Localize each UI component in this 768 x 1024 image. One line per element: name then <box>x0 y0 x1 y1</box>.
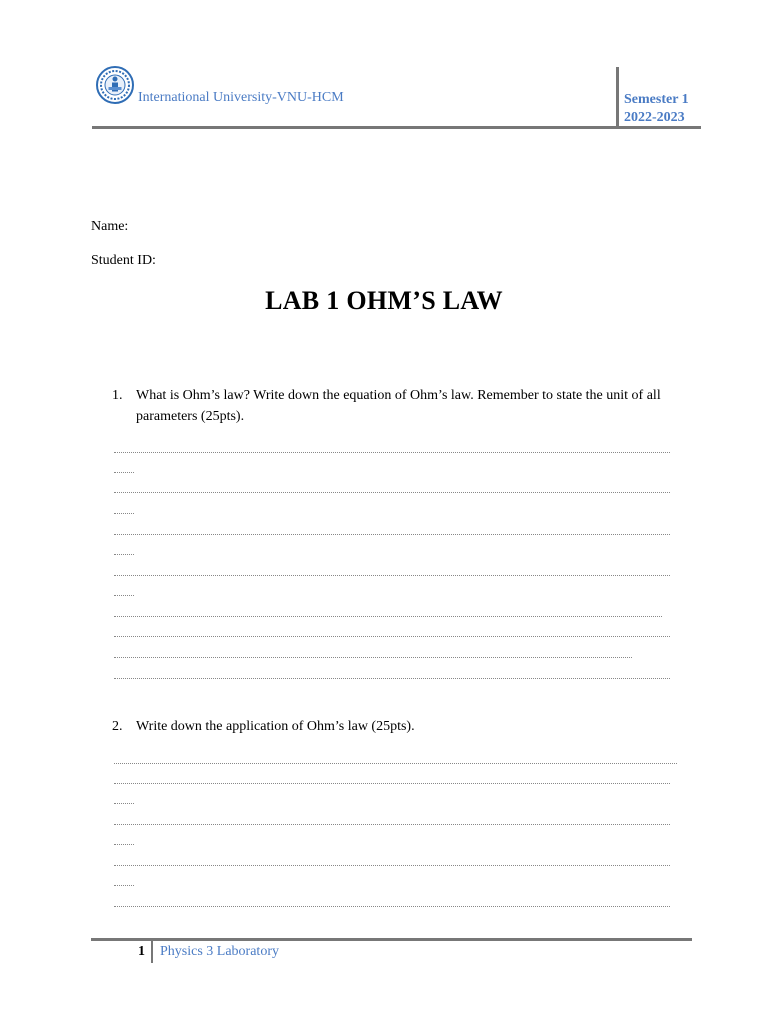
question-2 <box>112 716 682 737</box>
answer-line <box>114 783 670 784</box>
answer-line-end <box>114 554 134 555</box>
university-name: International University-VNU-HCM <box>138 90 344 105</box>
answer-line-end <box>114 472 134 473</box>
question-1 <box>112 385 682 427</box>
answer-line <box>114 763 677 764</box>
footer-rule <box>91 938 692 941</box>
footer-divider <box>151 941 153 963</box>
answer-line <box>114 906 670 907</box>
answer-line <box>114 636 670 637</box>
semester-info <box>624 91 689 127</box>
answer-line <box>114 678 670 679</box>
answer-line-end <box>114 844 134 845</box>
answer-line-end <box>114 885 134 886</box>
university-logo <box>96 66 134 104</box>
header-divider <box>616 67 619 129</box>
question-text: Write down the application of Ohm’s law (25pts). <box>136 719 415 734</box>
header-rule <box>92 126 701 129</box>
answer-line <box>114 534 670 535</box>
page-number: 1 <box>138 944 145 959</box>
academic-year: 2022-2023 <box>624 110 685 125</box>
answer-line <box>114 575 670 576</box>
answer-line <box>114 824 670 825</box>
answer-line-end <box>114 595 134 596</box>
answer-line <box>114 657 632 658</box>
footer-label: Physics 3 Laboratory <box>160 944 279 959</box>
answer-line <box>114 452 670 453</box>
student-id-label: Student ID: <box>91 253 156 268</box>
answer-line <box>114 492 670 493</box>
page-title: LAB 1 OHM’S LAW <box>265 286 503 315</box>
name-label: Name: <box>91 219 129 234</box>
answer-line <box>114 616 662 617</box>
answer-line-end <box>114 513 134 514</box>
semester-label: Semester 1 <box>624 92 689 107</box>
answer-line <box>114 865 670 866</box>
question-number: 2. <box>112 719 123 734</box>
question-number: 1. <box>112 388 123 403</box>
answer-line-end <box>114 803 134 804</box>
question-text: What is Ohm’s law? Write down the equation of Ohm’s law. Remember to state the unit of all parameters (25pts). <box>136 388 661 424</box>
